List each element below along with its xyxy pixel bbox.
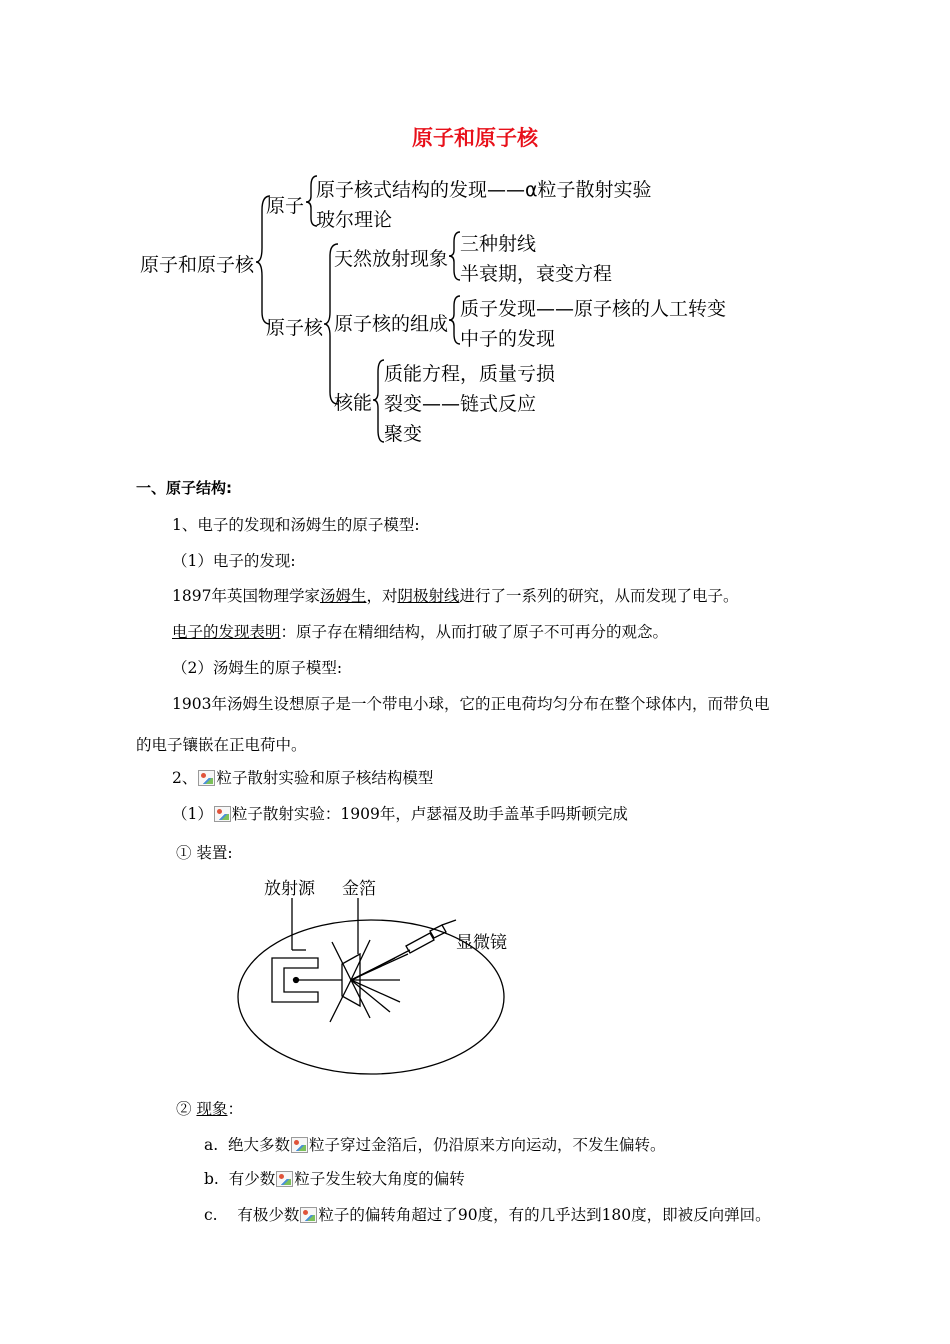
item-marker: b. [204, 1170, 219, 1188]
alpha-image-icon [300, 1207, 317, 1223]
microscope-axis [354, 950, 410, 979]
tree-atom-label: 原子 [266, 195, 305, 217]
text-run: 绝大多数 [228, 1136, 291, 1154]
tree-root: 原子和原子核 [140, 254, 255, 276]
source-dot [294, 978, 299, 983]
text-run: （1） [172, 805, 213, 823]
text-run: ，对 [366, 587, 398, 605]
text-run: ：原子存在精细结构，从而打破了原子不可再分的观念。 [280, 623, 669, 641]
underlined-term: 阴极射线 [397, 587, 460, 605]
text-run: ： [227, 1100, 243, 1118]
phenomena-label [176, 1097, 243, 1119]
tree-atom-item: 原子核式结构的发现——α粒子散射实验 [316, 179, 652, 201]
diagram-label-microscope: 显微镜 [456, 933, 507, 953]
text-run: 2、 [172, 769, 198, 787]
paragraph-line: 的电子镶嵌在正电荷中。 [136, 736, 307, 754]
phenomenon-item [204, 1133, 666, 1155]
item-marker: c. [204, 1206, 218, 1224]
diagram-label-foil: 金箔 [342, 879, 376, 899]
text-run: 有少数 [228, 1170, 276, 1188]
alpha-image-icon [214, 806, 231, 822]
apparatus-diagram [230, 872, 530, 1082]
microscope-body [406, 933, 434, 953]
page-title: 原子和原子核 [412, 126, 538, 150]
radiation-brace [449, 232, 460, 280]
tree-group-item: 中子的发现 [460, 328, 556, 350]
tree-group-item: 聚变 [384, 423, 423, 445]
subsection-heading: （2）汤姆生的原子模型: [172, 659, 343, 677]
subsection-heading: （1）电子的发现: [172, 552, 296, 570]
text-run: 1897年英国物理学家 [172, 587, 320, 605]
diagram-label-source: 放射源 [264, 879, 315, 899]
tree-atom-item: 玻尔理论 [316, 209, 393, 231]
tree-group-label: 天然放射现象 [334, 248, 449, 270]
item-marker: a. [204, 1136, 219, 1154]
composition-brace [449, 296, 460, 344]
alpha-image-icon [198, 770, 215, 786]
paragraph [172, 584, 739, 606]
energy-brace [373, 360, 384, 442]
microscope-tube [442, 920, 456, 925]
paragraph [172, 620, 668, 642]
tree-nucleus-label: 原子核 [266, 317, 324, 339]
scatter-ray [330, 980, 351, 1022]
section-heading: 一、原子结构: [136, 479, 232, 497]
tree-group-item: 质能方程，质量亏损 [384, 363, 556, 385]
phenomenon-item [204, 1203, 771, 1225]
microscope-eyepiece [430, 925, 446, 938]
text-run: ② [176, 1100, 192, 1118]
alpha-image-icon [291, 1137, 308, 1153]
alpha-image-icon [276, 1171, 293, 1187]
device-label: ① 装置: [176, 844, 233, 862]
subsection-heading [172, 766, 433, 788]
tree-group-item: 裂变——链式反应 [384, 393, 537, 415]
text-run: 粒子的偏转角超过了90度，有的几乎达到180度，即被反向弹回。 [318, 1206, 771, 1224]
scatter-ray [351, 980, 400, 1002]
tree-group-label: 原子核的组成 [334, 313, 449, 335]
tree-group-item: 半衰期，衰变方程 [460, 263, 613, 285]
underlined-term: 电子的发现表明 [172, 623, 281, 641]
text-run: 粒子散射实验：1909年，卢瑟福及助手盖革手吗斯顿完成 [231, 805, 628, 823]
text-run: 有极少数 [237, 1206, 300, 1224]
tree-group-item: 三种射线 [460, 233, 537, 255]
tree-group-item: 质子发现——原子核的人工转变 [460, 298, 727, 320]
subsection-heading: 1、电子的发现和汤姆生的原子模型: [172, 516, 420, 534]
tree-group-label: 核能 [334, 392, 373, 414]
subsection-heading [172, 802, 628, 824]
text-run: 粒子穿过金箔后，仍沿原来方向运动，不发生偏转。 [309, 1136, 666, 1154]
paragraph-line: 1903年汤姆生设想原子是一个带电小球，它的正电荷均匀分布在整个球体内，而带负电 [172, 695, 770, 713]
underlined-term: 现象 [196, 1100, 228, 1118]
scatter-ray [351, 980, 390, 1012]
underlined-term: 汤姆生 [319, 587, 367, 605]
text-run: 粒子发生较大角度的偏转 [294, 1170, 465, 1188]
phenomenon-item [204, 1167, 465, 1189]
text-run: 进行了一系列的研究，从而发现了电子。 [459, 587, 739, 605]
text-run: 粒子散射实验和原子核结构模型 [216, 769, 434, 787]
